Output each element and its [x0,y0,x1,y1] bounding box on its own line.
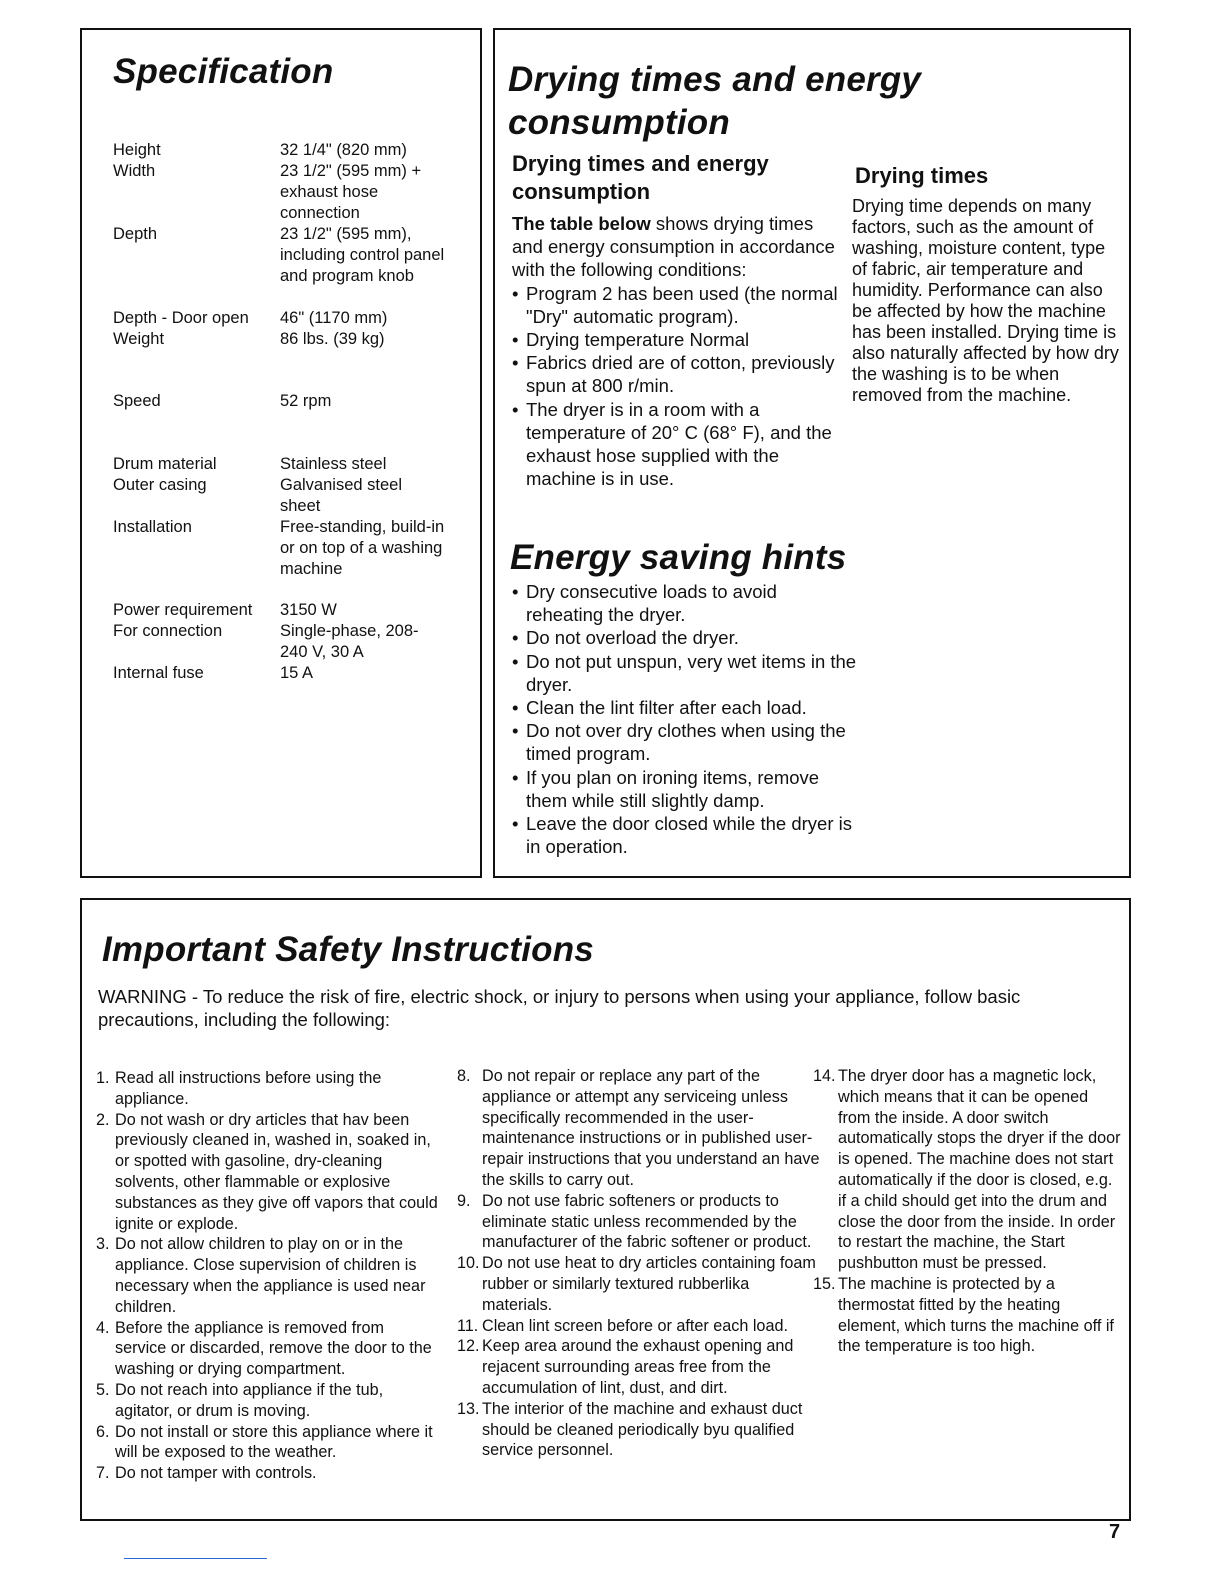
item-number: 4. [96,1318,110,1337]
spec-label: Drum material [113,455,217,473]
spec-value: 46" (1170 mm) [280,309,388,327]
spec-label: Width [113,162,156,180]
drying-subtitle: Drying times and energy consumption [512,151,769,204]
spec-value: Single-phase, 208-240 V, 30 A [280,622,419,661]
list-item: • Clean the lint filter after each load. [512,696,857,719]
drying-times-text: Drying time depends on many factors, such as the amount of washing, moisture content, type of fabric, air temperature and humidity. Performance can also be affected by how the machine has been installed. Drying time is also naturally affected by how dry the washing is to be when removed from the machine. [852,196,1119,405]
spec-label: Speed [113,392,161,410]
divider [124,1558,267,1559]
list-item [457,1191,822,1253]
item-number: 3. [96,1235,110,1254]
item-number: 14. [813,1067,836,1085]
spec-label: Installation [113,518,192,536]
drying-times-title: Drying times [855,163,989,188]
item-text: The machine is protected by a thermostat fitted by the heating element, which turns the machine off if the temperature is too high. [838,1274,1114,1356]
safety-warning: WARNING - To reduce the risk of fire, electric shock, or injury to persons when using your appliance, follow basic precautions, including the following: [98,986,1021,1031]
spec-label: Depth [113,225,158,243]
spec-label: Internal fuse [113,664,204,682]
item-number: 2. [96,1110,110,1129]
drying-conditions-list [512,282,842,491]
item-number: 12. [457,1337,480,1356]
list-item [96,1110,438,1235]
list-item: • If you plan on ironing items, remove them while still slightly damp. [512,766,857,812]
spec-value: 23 1/2" (595 mm) + exhaust hose connection [280,162,422,222]
item-number: 5. [96,1380,110,1399]
list-item: • The dryer is in a room with a temperature of 20° C (68° F), and the exhaust hose supplied with the machine is in use. [512,398,842,491]
item-number: 10. [457,1254,480,1273]
drying-energy-panel [493,28,1131,878]
spec-label: Outer casing [113,476,207,494]
drying-conditions-block [512,212,842,490]
item-text: Do not repair or replace any part of the appliance or attempt any serviceing unless specifically recommended in the user-maintenance instructions or in published user-repair instructions that you understand an have the skills to carry out. [482,1067,820,1189]
list-item: • Do not overload the dryer. [512,626,857,649]
drying-title: Drying times and energy consumption [508,60,922,142]
list-item: • Leave the door closed while the dryer is in operation. [512,812,857,858]
safety-title: Important Safety Instructions [102,930,594,969]
list-item: • Do not put unspun, very wet items in the dryer. [512,650,857,696]
safety-list-col2 [457,1066,822,1461]
list-item [96,1380,438,1422]
list-item [96,1234,438,1317]
item-text: Do not use fabric softeners or products to eliminate static unless recommended by the manufacturer of the fabric softener or product. [482,1191,812,1252]
item-text: Do not install or store this appliance where it will be exposed to the weather. [115,1422,433,1462]
drying-intro-bold: The table below [512,213,651,234]
list-item [457,1399,822,1461]
drying-intro [512,212,842,282]
list-item [457,1316,822,1337]
safety-panel [80,898,1131,1521]
item-text: Keep area around the exhaust opening and rejacent surrounding areas free from the accumulation of lint, dust, and dirt. [482,1337,794,1397]
spec-value: 52 rpm [280,392,332,410]
spec-value: Free-standing, build-in or on top of a washing machine [280,518,445,578]
spec-value: Galvanised steel sheet [280,476,402,515]
list-item: • Fabrics dried are of cotton, previously spun at 800 r/min. [512,351,842,397]
list-item [813,1274,1121,1357]
list-item: • Dry consecutive loads to avoid reheating the dryer. [512,580,857,626]
item-text: The interior of the machine and exhaust duct should be cleaned periodically byu qualified service personnel. [482,1399,803,1460]
list-item [457,1253,822,1315]
spec-label: Power requirement [113,601,253,619]
item-text: Do not wash or dry articles that hav been previously cleaned in, washed in, soaked in, or spotted with gasoline, dry-cleaning solvents, other flammable or explosive substances as they give off vapors that could ignite or explode. [115,1110,438,1233]
spec-value: 32 1/4" (820 mm) [280,141,407,159]
item-text: Do not allow children to play on or in the appliance. Close supervision of children is necessary when the appliance is used near children. [115,1235,426,1316]
specification-panel [80,28,482,878]
list-item [96,1463,438,1484]
drying-intro-rest: shows drying times and energy consumption in accordance with the following conditions: [512,213,835,281]
item-number: 6. [96,1422,110,1441]
spec-label: Depth - Door open [113,309,249,327]
item-number: 8. [457,1067,471,1085]
spec-label: For connection [113,622,223,640]
item-text: Do not reach into appliance if the tub, agitator, or drum is moving. [115,1380,384,1420]
list-item [96,1318,438,1380]
item-number: 1. [96,1069,110,1087]
list-item: • Do not over dry clothes when using the timed program. [512,719,857,765]
safety-list-col1 [96,1068,438,1484]
list-item: • Program 2 has been used (the normal "Dry" automatic program). [512,282,842,328]
spec-value: 3150 W [280,601,337,619]
page-number: 7 [1109,1521,1121,1543]
item-text: Do not tamper with controls. [115,1464,317,1483]
specification-title: Specification [113,52,334,91]
item-text: Read all instructions before using the appliance. [115,1069,382,1108]
item-text: Before the appliance is removed from service or discarded, remove the door to the washing or drying compartment. [115,1318,432,1379]
list-item [96,1422,438,1464]
item-number: 15. [813,1274,836,1293]
item-text: Clean lint screen before or after each load. [482,1316,788,1335]
energy-title: Energy saving hints [510,538,847,577]
spec-value: 23 1/2" (595 mm), including control panel and program knob [280,225,445,285]
item-number: 7. [96,1464,110,1483]
energy-hints-list [512,580,857,858]
item-number: 13. [457,1399,480,1418]
item-text: Do not use heat to dry articles containing foam rubber or similarly textured rubberlika materials. [482,1254,816,1314]
spec-value: 86 lbs. (39 kg) [280,330,385,348]
item-number: 11. [457,1316,479,1335]
safety-list-col3 [813,1066,1121,1357]
list-item [457,1336,822,1398]
list-item [96,1068,438,1110]
spec-value: 15 A [280,664,314,682]
item-number: 9. [457,1191,471,1210]
spec-label: Height [113,141,161,159]
list-item [457,1066,822,1191]
spec-value: Stainless steel [280,455,387,473]
spec-label: Weight [113,330,165,348]
list-item: • Drying temperature Normal [512,328,842,351]
item-text: The dryer door has a magnetic lock, which means that it can be opened from the inside. A door switch automatically stops the dryer if the door is opened. The machine does not start automatically if the door is closed, e.g. if a child should get into the drum and close the door from the inside. In order to restart the machine, the Start pushbutton must be pressed. [838,1067,1121,1273]
list-item [813,1066,1121,1274]
